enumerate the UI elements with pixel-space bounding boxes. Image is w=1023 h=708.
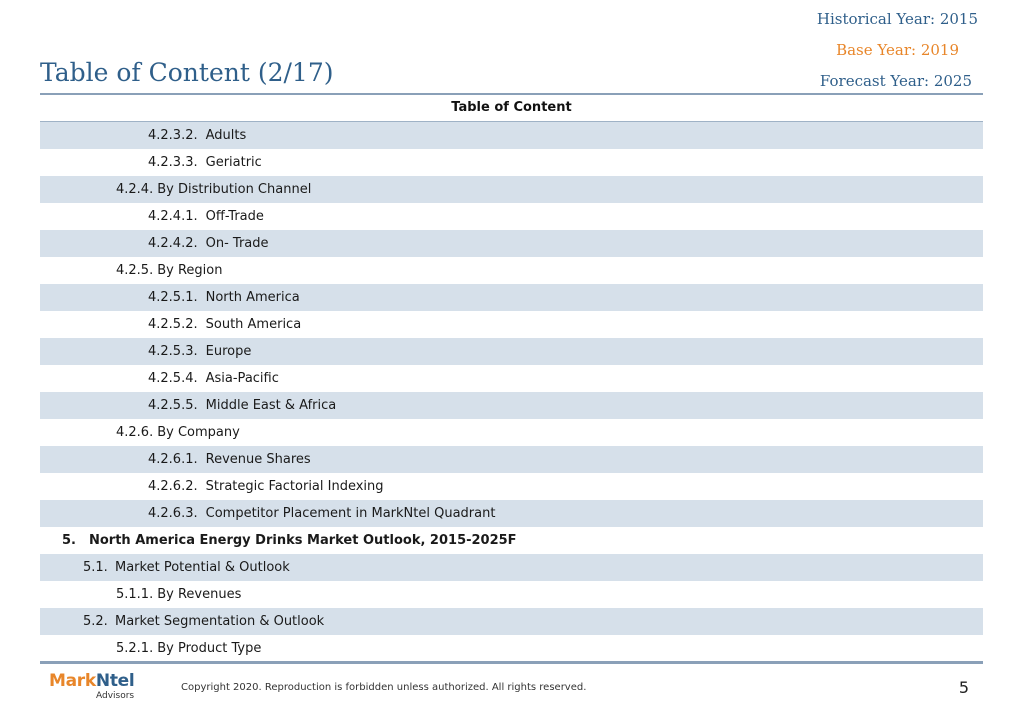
toc-row [40, 338, 983, 365]
table-of-content [40, 95, 983, 662]
page-title: Table of Content (2/17) [40, 58, 334, 87]
toc-rows [40, 122, 983, 662]
toc-row-number: 5.2.1. [116, 641, 154, 656]
toc-row-number: 4.2.3.3. [148, 155, 198, 170]
page-number: 5 [958, 678, 969, 697]
toc-row-number: 4.2.6.1. [148, 452, 198, 467]
toc-row-text: On- Trade [205, 236, 269, 251]
footer-divider [40, 661, 983, 664]
toc-row-text: Strategic Factorial Indexing [205, 479, 384, 494]
toc-row-number: 5.2. [83, 614, 108, 629]
toc-row-number: 4.2.4.1. [148, 209, 198, 224]
toc-row-text: By Product Type [157, 641, 262, 656]
toc-row-number: 4.2.6. [116, 425, 154, 440]
toc-row-text: North America [205, 290, 300, 305]
toc-row [40, 122, 983, 149]
toc-row-text: By Revenues [157, 587, 242, 602]
toc-row-number: 4.2.5.3. [148, 344, 198, 359]
toc-row-number: 4.2.6.3. [148, 506, 198, 521]
toc-row [40, 392, 983, 419]
toc-row-number: 4.2.3.2. [148, 128, 198, 143]
toc-row [40, 176, 983, 203]
toc-row [40, 203, 983, 230]
toc-row [40, 149, 983, 176]
toc-row-text: Market Potential & Outlook [115, 560, 290, 575]
toc-row-text: Competitor Placement in MarkNtel Quadrant [205, 506, 496, 521]
base-year: Base Year: 2019 [836, 41, 959, 59]
toc-row [40, 581, 983, 608]
toc-row-text: Revenue Shares [205, 452, 311, 467]
toc-row [40, 419, 983, 446]
forecast-year: Forecast Year: 2025 [819, 72, 972, 90]
historical-year: Historical Year: 2015 [816, 10, 978, 28]
toc-row-text: Geriatric [205, 155, 262, 170]
toc-row-text: Middle East & Africa [205, 398, 337, 413]
toc-row-number: 5. [62, 533, 76, 548]
copyright-notice: Copyright 2020. Reproduction is forbidden unless authorized. All rights reserved. [181, 682, 587, 693]
toc-row [40, 554, 983, 581]
toc-row [40, 284, 983, 311]
toc-row-text: By Company [157, 425, 240, 440]
toc-row-text: Asia-Pacific [205, 371, 279, 386]
toc-row-text: Adults [205, 128, 247, 143]
logo-subtitle: Advisors [96, 691, 135, 701]
logo-wordmark [49, 671, 139, 691]
toc-row-number: 5.1.1. [116, 587, 154, 602]
toc-row-number: 4.2.5.4. [148, 371, 198, 386]
markntel-logo [49, 671, 139, 703]
logo-mark-part-a: Mark [49, 671, 96, 691]
toc-row [40, 446, 983, 473]
toc-row-text: Market Segmentation & Outlook [115, 614, 325, 629]
toc-row-text: Europe [205, 344, 252, 359]
toc-row [40, 230, 983, 257]
toc-row [40, 311, 983, 338]
toc-row-number: 4.2.4. [116, 182, 154, 197]
toc-row-number: 4.2.5. [116, 263, 154, 278]
toc-row [40, 257, 983, 284]
toc-row-text: By Distribution Channel [157, 182, 312, 197]
toc-row [40, 527, 983, 554]
toc-row [40, 365, 983, 392]
toc-row [40, 635, 983, 662]
toc-row [40, 500, 983, 527]
toc-row-number: 4.2.6.2. [148, 479, 198, 494]
toc-row-text: By Region [157, 263, 223, 278]
toc-row-number: 5.1. [83, 560, 108, 575]
toc-row-number: 4.2.5.5. [148, 398, 198, 413]
toc-row-number: 4.2.4.2. [148, 236, 198, 251]
toc-row-number: 4.2.5.2. [148, 317, 198, 332]
toc-row-text: Off-Trade [205, 209, 264, 224]
toc-row-text: South America [205, 317, 302, 332]
toc-header: Table of Content [40, 95, 983, 122]
toc-row-text: North America Energy Drinks Market Outlook, 2015-2025F [89, 533, 517, 548]
toc-row-number: 4.2.5.1. [148, 290, 198, 305]
toc-row [40, 608, 983, 635]
logo-mark-part-b: Ntel [95, 671, 135, 691]
toc-row [40, 473, 983, 500]
